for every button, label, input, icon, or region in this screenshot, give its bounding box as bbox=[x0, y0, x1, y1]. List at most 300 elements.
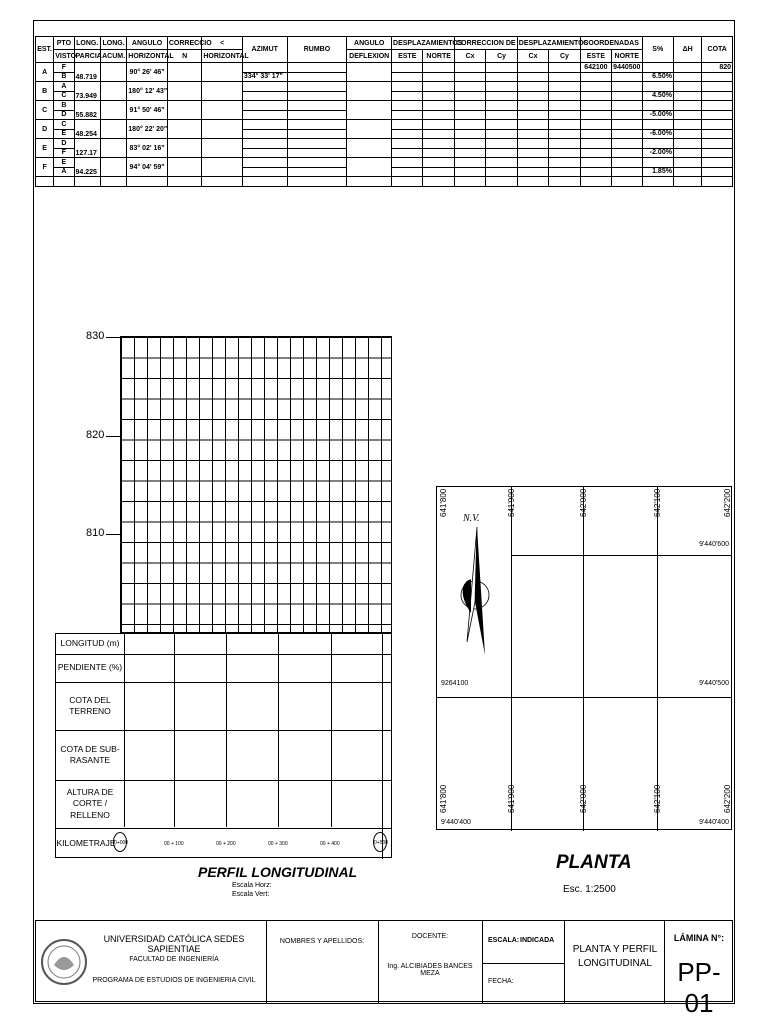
table-cell bbox=[673, 177, 701, 187]
table-cell bbox=[612, 101, 642, 111]
table-cell bbox=[673, 120, 701, 130]
table-cell bbox=[392, 120, 423, 130]
table-cell bbox=[100, 82, 126, 101]
table-cell bbox=[454, 158, 485, 168]
table-cell bbox=[612, 139, 642, 149]
table-cell bbox=[642, 120, 673, 130]
table-cell bbox=[673, 72, 701, 82]
table-cell bbox=[287, 129, 347, 139]
plan-bottom-2: 641'900 bbox=[507, 784, 516, 813]
table-cell: 94.225 bbox=[74, 158, 100, 177]
university-seal-icon bbox=[40, 925, 88, 999]
plan-bottom-4: 642'100 bbox=[653, 784, 662, 813]
table-cell bbox=[242, 91, 287, 101]
plan-left-label: 9264100 bbox=[441, 680, 469, 687]
table-cell bbox=[167, 177, 201, 187]
table-cell bbox=[287, 158, 347, 168]
table-cell: 90° 26' 46" bbox=[127, 63, 168, 82]
table-cell bbox=[612, 91, 642, 101]
table-cell bbox=[392, 158, 423, 168]
hdr-correc: CORRECCIO bbox=[167, 37, 201, 50]
hdr-slope: S% bbox=[642, 37, 673, 63]
table-cell bbox=[423, 158, 454, 168]
table-cell bbox=[167, 82, 201, 101]
table-cell bbox=[287, 82, 347, 92]
table-cell: C bbox=[54, 91, 74, 101]
table-cell bbox=[549, 177, 580, 187]
table-cell: E bbox=[36, 139, 54, 158]
table-cell bbox=[612, 120, 642, 130]
plan-scale: Esc. 1:2500 bbox=[563, 884, 616, 895]
table-cell bbox=[347, 82, 392, 101]
table-row bbox=[36, 120, 733, 130]
table-cell bbox=[517, 63, 548, 73]
row-altura-corte: ALTURA DE CORTE / RELLENO bbox=[66, 787, 114, 820]
table-cell bbox=[454, 72, 485, 82]
table-cell bbox=[127, 177, 168, 187]
scale-horz: Escala Horz: bbox=[232, 882, 272, 889]
hdr-coord: COORDENADAS bbox=[580, 37, 642, 50]
table-cell bbox=[287, 139, 347, 149]
table-cell bbox=[486, 72, 517, 82]
table-cell bbox=[673, 167, 701, 177]
plan-right-400: 9'440'400 bbox=[699, 819, 729, 826]
table-cell: A bbox=[54, 167, 74, 177]
table-cell bbox=[549, 101, 580, 111]
table-cell bbox=[517, 148, 548, 158]
table-cell bbox=[517, 158, 548, 168]
table-cell bbox=[517, 177, 548, 187]
table-cell bbox=[549, 120, 580, 130]
table-cell bbox=[642, 177, 673, 187]
table-cell bbox=[642, 158, 673, 168]
table-cell: B bbox=[36, 82, 54, 101]
table-cell bbox=[287, 110, 347, 120]
sub-este: ESTE bbox=[392, 50, 423, 63]
plan-title: PLANTA bbox=[556, 852, 632, 873]
table-cell bbox=[202, 177, 243, 187]
hdr-pto: PTO bbox=[54, 37, 74, 50]
table-cell: 820 bbox=[702, 63, 733, 73]
table-cell bbox=[242, 63, 287, 73]
table-cell bbox=[242, 148, 287, 158]
table-cell bbox=[202, 82, 243, 101]
table-cell: 642100 bbox=[580, 63, 611, 73]
table-cell bbox=[517, 101, 548, 111]
table-cell bbox=[454, 101, 485, 111]
table-cell bbox=[580, 72, 611, 82]
table-cell bbox=[100, 139, 126, 158]
table-cell bbox=[580, 177, 611, 187]
table-cell bbox=[549, 129, 580, 139]
table-cell bbox=[423, 177, 454, 187]
hdr-cota: COTA bbox=[702, 37, 733, 63]
table-cell bbox=[242, 158, 287, 168]
sheet-label: LÁMINA N°: bbox=[673, 933, 725, 943]
table-cell bbox=[673, 139, 701, 149]
table-cell: -6.00% bbox=[642, 129, 673, 139]
table-cell bbox=[287, 72, 347, 82]
table-cell bbox=[673, 82, 701, 92]
table-cell: 73.949 bbox=[74, 82, 100, 101]
table-cell bbox=[612, 158, 642, 168]
table-cell bbox=[242, 101, 287, 111]
table-cell bbox=[242, 167, 287, 177]
table-cell bbox=[202, 120, 243, 139]
table-cell bbox=[454, 82, 485, 92]
table-cell bbox=[423, 101, 454, 111]
km-start-marker: 0+000 bbox=[113, 832, 127, 852]
table-cell bbox=[702, 110, 733, 120]
km-end-marker: 0+500 bbox=[373, 832, 387, 852]
hdr-horizontal: HORIZONTAL bbox=[127, 50, 168, 63]
hdr-correccion: CORRECCION DE bbox=[454, 37, 517, 50]
table-cell bbox=[287, 101, 347, 111]
table-cell bbox=[580, 129, 611, 139]
table-cell: 48.719 bbox=[74, 63, 100, 82]
row-pendiente: PENDIENTE (%) bbox=[57, 662, 123, 673]
table-cell bbox=[392, 72, 423, 82]
table-row bbox=[36, 177, 733, 187]
table-cell bbox=[392, 82, 423, 92]
table-cell bbox=[702, 120, 733, 130]
row-cota-terreno: COTA DEL TERRENO bbox=[69, 694, 111, 716]
hdr-n: N bbox=[167, 50, 201, 63]
table-cell bbox=[580, 167, 611, 177]
table-cell bbox=[74, 177, 100, 187]
table-cell: D bbox=[54, 110, 74, 120]
plan-top-2: 641'900 bbox=[507, 488, 516, 517]
table-cell bbox=[454, 177, 485, 187]
table-cell bbox=[167, 139, 201, 158]
table-cell bbox=[486, 148, 517, 158]
hdr-lt: < bbox=[202, 37, 243, 50]
tick-820 bbox=[106, 436, 120, 437]
row-longitud: LONGITUD (m) bbox=[60, 638, 120, 649]
table-cell: 9440500 bbox=[613, 63, 641, 71]
table-cell bbox=[423, 72, 454, 82]
table-cell bbox=[100, 120, 126, 139]
table-cell bbox=[287, 91, 347, 101]
table-cell bbox=[392, 177, 423, 187]
table-cell bbox=[423, 82, 454, 92]
plan-bottom-3: 642'000 bbox=[579, 784, 588, 813]
hdr-est: EST. bbox=[36, 37, 54, 63]
table-cell: 180° 22' 20" bbox=[127, 120, 168, 139]
plan-right-500: 9'440'500 bbox=[699, 680, 729, 687]
plan-top-4: 642'100 bbox=[653, 488, 662, 517]
north-arrow-icon bbox=[455, 527, 495, 657]
title-block bbox=[35, 920, 733, 1018]
table-cell bbox=[702, 148, 733, 158]
table-cell bbox=[392, 63, 423, 73]
hdr-desplaz: DESPLAZAMIENTOS bbox=[392, 37, 455, 50]
table-cell bbox=[517, 129, 548, 139]
table-cell bbox=[673, 91, 701, 101]
table-cell: F bbox=[54, 63, 74, 73]
table-cell bbox=[347, 158, 392, 177]
table-cell bbox=[423, 148, 454, 158]
table-row bbox=[36, 139, 733, 149]
scale-value: INDICADA bbox=[520, 937, 555, 944]
table-cell bbox=[423, 63, 454, 73]
names-label: NOMBRES Y APELLIDOS: bbox=[279, 938, 365, 945]
table-cell bbox=[673, 158, 701, 168]
table-cell bbox=[702, 177, 733, 187]
table-cell bbox=[242, 139, 287, 149]
table-cell bbox=[517, 167, 548, 177]
table-cell: C bbox=[36, 101, 54, 120]
table-cell bbox=[454, 91, 485, 101]
teacher-name: Ing. ALCIBIADES BANCES MEZA bbox=[387, 963, 473, 977]
table-cell bbox=[392, 101, 423, 111]
y-label-810: 810 bbox=[86, 527, 105, 539]
table-cell bbox=[454, 139, 485, 149]
table-cell bbox=[202, 139, 243, 158]
table-cell bbox=[517, 110, 548, 120]
hdr-acum: ACUM. bbox=[100, 50, 126, 63]
profile-grid bbox=[120, 336, 392, 633]
table-row bbox=[36, 63, 733, 73]
table-cell bbox=[580, 148, 611, 158]
table-cell: F bbox=[36, 158, 54, 177]
row-cota-subrasante: COTA DE SUB-RASANTE bbox=[60, 743, 120, 765]
table-cell: A bbox=[36, 63, 54, 82]
table-cell bbox=[612, 148, 642, 158]
table-cell: F bbox=[54, 148, 74, 158]
table-cell bbox=[612, 167, 642, 177]
hdr-dh: ΔH bbox=[673, 37, 701, 63]
table-cell bbox=[486, 101, 517, 111]
table-cell: A bbox=[54, 82, 74, 92]
table-cell bbox=[392, 110, 423, 120]
table-cell bbox=[242, 110, 287, 120]
table-cell bbox=[642, 63, 673, 73]
table-cell bbox=[423, 139, 454, 149]
table-cell bbox=[612, 82, 642, 92]
hdr-long: LONG. bbox=[74, 37, 100, 50]
table-cell bbox=[612, 110, 642, 120]
north-label: N.V. bbox=[463, 513, 480, 524]
sub-cx: Cx bbox=[454, 50, 485, 63]
table-cell bbox=[100, 63, 126, 82]
table-cell bbox=[347, 139, 392, 158]
table-cell bbox=[580, 101, 611, 111]
table-cell bbox=[673, 110, 701, 120]
table-cell bbox=[549, 72, 580, 82]
table-cell: B bbox=[54, 72, 74, 82]
table-cell: D bbox=[36, 120, 54, 139]
km-mark-400: 00 + 400 bbox=[320, 841, 340, 847]
table-cell bbox=[517, 120, 548, 130]
survey-table bbox=[35, 36, 733, 187]
table-cell bbox=[423, 129, 454, 139]
table-cell bbox=[580, 120, 611, 130]
hdr-angulo: ANGULO bbox=[127, 37, 168, 50]
table-cell bbox=[673, 148, 701, 158]
table-cell: E bbox=[54, 129, 74, 139]
scale-vert: Escala Vert: bbox=[232, 891, 270, 898]
table-cell bbox=[242, 129, 287, 139]
table-cell bbox=[242, 177, 287, 187]
table-cell bbox=[702, 72, 733, 82]
sheet-number: PP-01 bbox=[677, 957, 721, 1018]
tick-810 bbox=[106, 534, 120, 535]
university-name: UNIVERSIDAD CATÓLICA SEDES SAPIENTIAE bbox=[103, 934, 245, 954]
table-row bbox=[36, 82, 733, 92]
table-cell: 1.85% bbox=[642, 167, 673, 177]
plan-bottom-left: 9'440'400 bbox=[441, 819, 471, 826]
table-cell bbox=[454, 63, 485, 73]
sub-este2: ESTE bbox=[580, 50, 611, 63]
table-cell bbox=[54, 177, 74, 187]
table-cell bbox=[517, 91, 548, 101]
date-label: FECHA: bbox=[488, 978, 514, 985]
sub-norte2: NORTE bbox=[612, 50, 642, 63]
table-cell bbox=[287, 120, 347, 130]
hdr-desplaz2: DESPLAZAMIENTOS bbox=[517, 37, 580, 50]
table-cell bbox=[549, 148, 580, 158]
table-cell bbox=[486, 91, 517, 101]
table-cell bbox=[517, 82, 548, 92]
table-cell bbox=[486, 177, 517, 187]
sub-norte: NORTE bbox=[423, 50, 454, 63]
plan-grid bbox=[436, 486, 732, 830]
table-cell: 127.17 bbox=[74, 139, 100, 158]
table-cell bbox=[392, 129, 423, 139]
table-cell bbox=[549, 158, 580, 168]
table-cell: 4.50% bbox=[642, 91, 673, 101]
table-cell bbox=[100, 101, 126, 120]
table-cell bbox=[673, 129, 701, 139]
table-cell bbox=[423, 167, 454, 177]
table-cell bbox=[287, 177, 347, 187]
hdr-visto: VISTO bbox=[54, 50, 74, 63]
hdr-horizontal2: HORIZONTAL bbox=[202, 50, 243, 63]
faculty-name: FACULTAD DE INGENIERÍA bbox=[129, 956, 219, 963]
table-cell bbox=[642, 101, 673, 111]
table-cell bbox=[347, 177, 392, 187]
table-cell bbox=[347, 101, 392, 120]
scale-label: ESCALA: bbox=[488, 937, 520, 944]
table-row bbox=[36, 101, 733, 111]
hdr-parcia: PARCIA bbox=[74, 50, 100, 63]
table-cell bbox=[612, 129, 642, 139]
y-label-830: 830 bbox=[86, 330, 105, 342]
table-cell: B bbox=[54, 101, 74, 111]
sub-cy: Cy bbox=[486, 50, 517, 63]
table-cell bbox=[702, 91, 733, 101]
plan-top-1: 641'800 bbox=[439, 488, 448, 517]
hdr-rumbo: RUMBO bbox=[287, 37, 347, 63]
plan-bottom-1: 641'800 bbox=[439, 784, 448, 813]
table-cell bbox=[612, 72, 642, 82]
table-cell bbox=[454, 120, 485, 130]
plan-right-600: 9'440'600 bbox=[699, 541, 729, 548]
table-cell bbox=[486, 120, 517, 130]
table-cell: E bbox=[54, 158, 74, 168]
table-cell bbox=[202, 101, 243, 120]
hdr-long2: LONG. bbox=[100, 37, 126, 50]
table-cell bbox=[242, 82, 287, 92]
table-cell bbox=[549, 110, 580, 120]
table-cell: 6.50% bbox=[642, 72, 673, 82]
plan-bottom-5: 642'200 bbox=[723, 784, 732, 813]
table-cell bbox=[486, 82, 517, 92]
km-mark-100: 00 + 100 bbox=[164, 841, 184, 847]
program-name: PROGRAMA DE ESTUDIOS DE INGENIERIA CIVIL bbox=[92, 977, 256, 984]
table-cell bbox=[486, 110, 517, 120]
table-cell bbox=[423, 110, 454, 120]
table-cell bbox=[242, 120, 287, 130]
table-cell bbox=[167, 120, 201, 139]
table-cell bbox=[347, 120, 392, 139]
table-cell bbox=[287, 148, 347, 158]
table-cell bbox=[580, 82, 611, 92]
table-cell bbox=[549, 91, 580, 101]
table-cell: 48.254 bbox=[74, 120, 100, 139]
table-cell bbox=[454, 167, 485, 177]
table-row bbox=[36, 158, 733, 168]
table-cell bbox=[287, 63, 347, 73]
table-cell bbox=[580, 158, 611, 168]
table-cell: 334° 33' 17" bbox=[242, 72, 287, 82]
table-cell bbox=[702, 167, 733, 177]
table-cell bbox=[486, 158, 517, 168]
hdr-azimut: AZIMUT bbox=[242, 37, 287, 63]
table-cell bbox=[642, 82, 673, 92]
plan-top-5: 642'200 bbox=[723, 488, 732, 517]
table-cell: -2.00% bbox=[642, 148, 673, 158]
table-cell bbox=[486, 63, 517, 73]
sheet-title: PLANTA Y PERFIL LONGITUDINAL bbox=[572, 944, 658, 969]
sub-cx2: Cx bbox=[517, 50, 548, 63]
table-cell bbox=[673, 101, 701, 111]
table-cell bbox=[702, 158, 733, 168]
table-cell bbox=[549, 139, 580, 149]
table-cell bbox=[423, 120, 454, 130]
hdr-angulo-def: ANGULO bbox=[347, 37, 392, 50]
table-cell bbox=[454, 110, 485, 120]
table-cell bbox=[702, 139, 733, 149]
table-cell bbox=[673, 63, 701, 73]
table-cell bbox=[167, 101, 201, 120]
table-cell bbox=[486, 129, 517, 139]
profile-title: PERFIL LONGITUDINAL bbox=[198, 864, 358, 880]
table-cell bbox=[167, 63, 201, 82]
table-cell bbox=[392, 91, 423, 101]
table-cell: D bbox=[54, 139, 74, 149]
tick-830 bbox=[106, 337, 120, 338]
table-cell bbox=[100, 177, 126, 187]
table-cell bbox=[202, 158, 243, 177]
table-cell bbox=[642, 139, 673, 149]
table-cell bbox=[580, 139, 611, 149]
table-cell bbox=[454, 148, 485, 158]
table-cell bbox=[486, 167, 517, 177]
table-cell bbox=[549, 63, 580, 73]
table-cell bbox=[423, 91, 454, 101]
table-cell bbox=[702, 82, 733, 92]
table-cell bbox=[517, 72, 548, 82]
table-cell bbox=[486, 139, 517, 149]
table-cell bbox=[392, 139, 423, 149]
profile-data-table bbox=[55, 633, 392, 858]
table-cell: 94° 04' 59" bbox=[127, 158, 168, 177]
table-cell: 83° 02' 16" bbox=[127, 139, 168, 158]
table-cell bbox=[202, 63, 243, 82]
table-cell bbox=[580, 91, 611, 101]
